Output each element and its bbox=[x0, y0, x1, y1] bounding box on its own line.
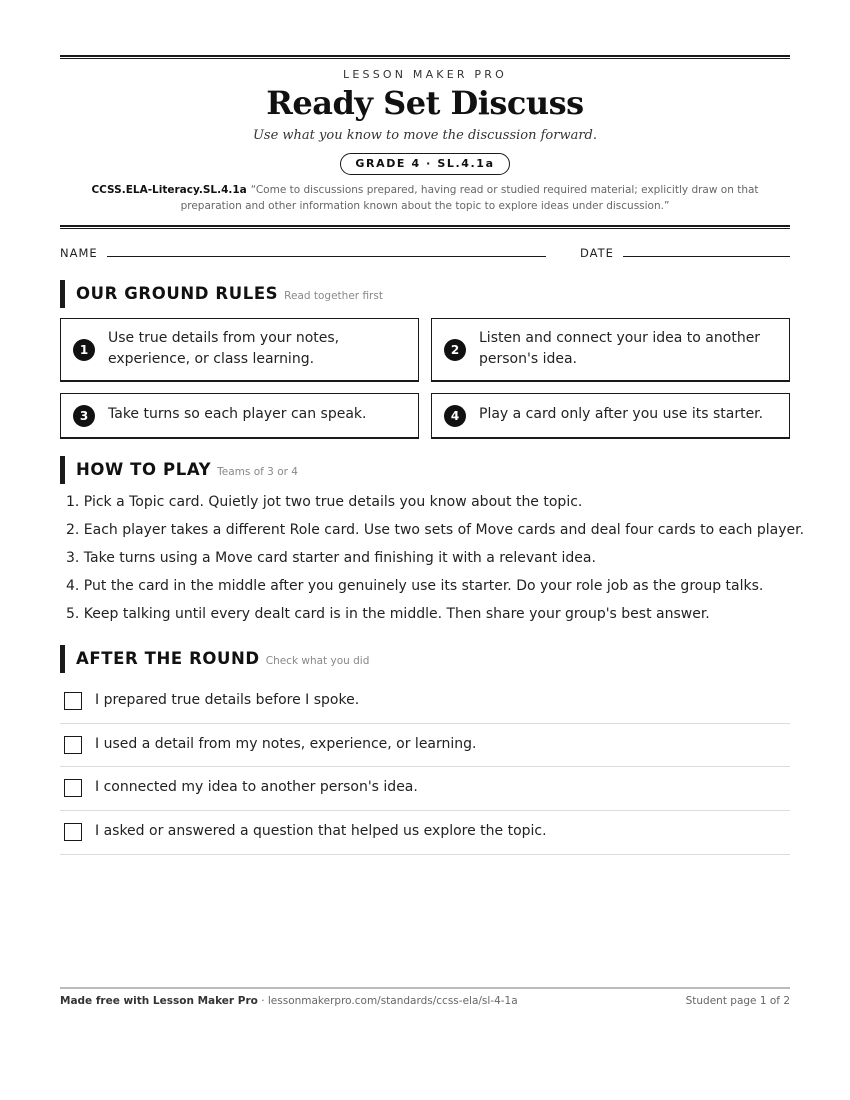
rule-text: Take turns so each player can speak. bbox=[108, 406, 367, 422]
checklist-text: I connected my idea to another person's idea. bbox=[95, 779, 418, 796]
rule-card-4 bbox=[431, 393, 790, 439]
step-item: 5. Keep talking until every dealt card is in the middle. Then share your group's best answer. bbox=[66, 606, 710, 622]
ground-rules-header bbox=[60, 280, 790, 308]
ground-rules-note: Read together first bbox=[284, 290, 383, 302]
step-item: 3. Take turns using a Move card starter and finishing it with a relevant idea. bbox=[66, 550, 596, 566]
checklist-text: I asked or answered a question that helped us explore the topic. bbox=[95, 823, 547, 840]
checklist-text: I prepared true details before I spoke. bbox=[95, 692, 360, 708]
number-2-icon: 2 bbox=[444, 339, 466, 361]
how-to-play-title: HOW TO PLAY bbox=[76, 460, 212, 479]
checklist-text: I used a detail from my notes, experience, or learning. bbox=[95, 735, 477, 752]
footer-rule bbox=[60, 987, 790, 989]
name-label: NAME bbox=[60, 246, 98, 260]
section-bar bbox=[60, 645, 65, 673]
brand-label: LESSON MAKER PRO bbox=[343, 68, 507, 81]
worksheet-title: Ready Set Discuss bbox=[266, 84, 584, 122]
how-to-play-note: Teams of 3 or 4 bbox=[217, 466, 298, 478]
checkbox[interactable] bbox=[64, 823, 82, 841]
standard-text-block bbox=[60, 182, 790, 214]
footer-credit: Made free with Lesson Maker Pro bbox=[60, 995, 258, 1007]
rule-card-2 bbox=[431, 318, 790, 382]
rule-card-1 bbox=[60, 318, 419, 382]
header-top-rule bbox=[60, 55, 790, 59]
after-round-title: AFTER THE ROUND bbox=[76, 649, 260, 668]
rule-text: Play a card only after you use its starter. bbox=[479, 406, 764, 422]
worksheet-subtitle: Use what you know to move the discussion forward. bbox=[252, 128, 598, 143]
after-round-checklist bbox=[60, 680, 790, 855]
grade-badge-wrap bbox=[60, 152, 790, 175]
standard-code: CCSS.ELA-Literacy.SL.4.1a bbox=[91, 184, 247, 196]
date-write-line[interactable] bbox=[623, 256, 790, 257]
checklist-item bbox=[60, 724, 790, 768]
rule-text: Listen and connect your idea to another person's idea. bbox=[479, 330, 761, 367]
step-item: 4. Put the card in the middle after you genuinely use its starter. Do your role job as the group talks. bbox=[66, 578, 764, 594]
how-to-play-header bbox=[60, 456, 790, 484]
number-3-icon: 3 bbox=[73, 405, 95, 427]
checkbox[interactable] bbox=[64, 736, 82, 754]
name-write-line[interactable] bbox=[107, 256, 546, 257]
rule-card-3 bbox=[60, 393, 419, 439]
checklist-item bbox=[60, 767, 790, 811]
how-to-play-steps bbox=[60, 491, 805, 631]
step-item: 2. Each player takes a different Role card. Use two sets of Move cards and deal four cards to each player. bbox=[66, 522, 805, 538]
after-round-header bbox=[60, 645, 790, 673]
number-1-icon: 1 bbox=[73, 339, 95, 361]
footer-link[interactable]: · lessonmakerpro.com/standards/ccss-ela/sl-4-1a bbox=[257, 995, 518, 1007]
rule-text: Use true details from your notes, experience, or class learning. bbox=[108, 330, 340, 367]
grade-badge: GRADE 4 · SL.4.1a bbox=[340, 153, 509, 175]
standard-quote: “Come to discussions prepared, having read or studied required material; explicitly draw on that preparation and other information known about the topic to explore ideas under discussion.” bbox=[180, 184, 759, 212]
header-bottom-rule bbox=[60, 225, 790, 229]
date-label: DATE bbox=[580, 246, 614, 260]
page-footer bbox=[60, 995, 790, 1007]
checklist-item bbox=[60, 680, 790, 724]
after-round-note: Check what you did bbox=[265, 655, 370, 667]
page-number: Student page 1 of 2 bbox=[685, 995, 790, 1007]
step-item: 1. Pick a Topic card. Quietly jot two true details you know about the topic. bbox=[66, 494, 583, 510]
checkbox[interactable] bbox=[64, 779, 82, 797]
section-bar bbox=[60, 280, 65, 308]
checkbox[interactable] bbox=[64, 692, 82, 710]
number-4-icon: 4 bbox=[444, 405, 466, 427]
ground-rules-title: OUR GROUND RULES bbox=[76, 284, 279, 303]
name-date-row bbox=[60, 246, 790, 260]
checklist-item bbox=[60, 811, 790, 855]
worksheet-page bbox=[60, 0, 805, 1100]
section-bar bbox=[60, 456, 65, 484]
